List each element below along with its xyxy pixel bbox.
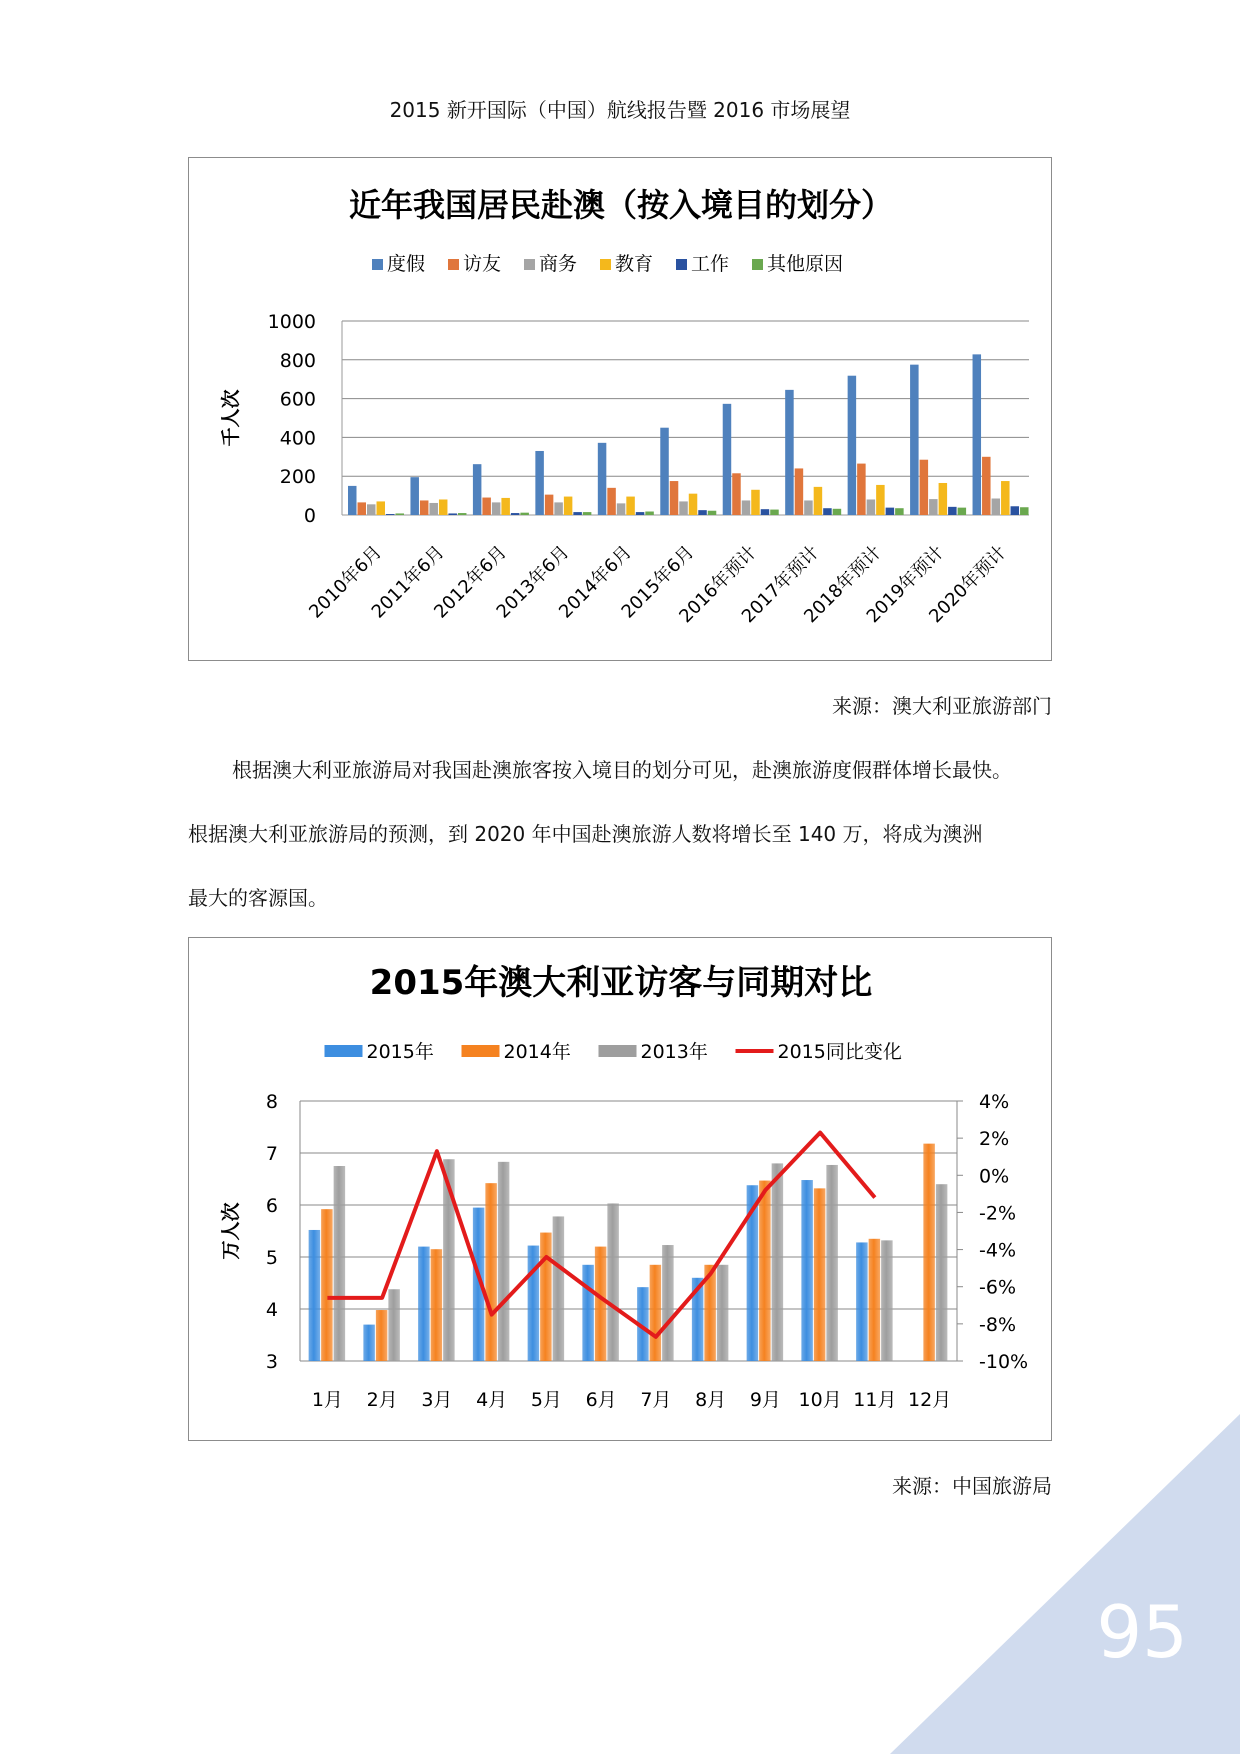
bar [923, 1144, 935, 1361]
y2-tick-label: 2% [979, 1128, 1010, 1151]
bar [717, 1265, 729, 1361]
bar [309, 1230, 321, 1361]
bar [458, 513, 467, 515]
y2-tick-label: 0% [979, 1165, 1010, 1188]
bar [708, 511, 717, 515]
bar [598, 443, 607, 515]
y-tick-label: 200 [279, 466, 316, 489]
page-header: 2015 新开国际（中国）航线报告暨 2016 市场展望 [389, 98, 851, 122]
bar [636, 512, 645, 515]
x-tick-label: 2011年6月 [367, 541, 449, 623]
y-tick-label: 3 [265, 1351, 278, 1373]
chart-visitor-comparison [188, 937, 1052, 1441]
bar [348, 486, 357, 515]
bar [929, 499, 938, 515]
bar [410, 477, 419, 515]
y-tick-label: 600 [279, 388, 316, 411]
x-tick-label: 1月 [311, 1389, 343, 1411]
y-tick-label: 6 [265, 1195, 278, 1217]
y-tick-label: 4 [265, 1299, 278, 1321]
bar [761, 509, 770, 515]
bar [660, 428, 669, 515]
bar [772, 1163, 784, 1361]
bar [607, 488, 616, 515]
legend-label: 2013年 [640, 1041, 708, 1063]
bar [582, 1265, 594, 1361]
bar [857, 464, 866, 515]
corner-decoration [890, 1414, 1240, 1754]
legend-label: 其他原因 [767, 253, 844, 275]
legend-label: 商务 [539, 253, 578, 275]
bar [386, 514, 395, 515]
x-tick-label: 6月 [585, 1389, 617, 1411]
bar [881, 1240, 893, 1361]
bar [429, 503, 438, 515]
bar [732, 473, 741, 515]
bar [431, 1249, 443, 1361]
legend-label: 2014年 [503, 1041, 571, 1063]
bar [867, 499, 876, 515]
bar [886, 508, 895, 515]
x-tick-label: 2012年6月 [430, 541, 511, 623]
paragraph-line-3: 最大的客源国。 [188, 886, 328, 910]
bar [511, 513, 519, 515]
bar [876, 485, 885, 515]
bar [689, 494, 698, 515]
legend-swatch [752, 259, 763, 270]
bar [334, 1166, 346, 1361]
bar [662, 1245, 674, 1361]
bar [448, 513, 457, 515]
bar [848, 376, 857, 515]
bar [388, 1289, 400, 1361]
x-tick-label: 9月 [749, 1389, 781, 1411]
x-tick-label: 3月 [421, 1389, 453, 1411]
x-tick-label: 2018年预计 [800, 541, 886, 628]
bar [545, 495, 554, 515]
x-tick-label: 12月 [908, 1389, 952, 1411]
bar [501, 498, 510, 515]
x-tick-label: 2017年预计 [737, 541, 824, 628]
y2-tick-label: -2% [979, 1202, 1016, 1225]
legend-label: 度假 [387, 253, 426, 275]
y-tick-label: 0 [303, 505, 316, 527]
bar [814, 487, 823, 515]
bar [396, 513, 405, 515]
legend-swatch [462, 1045, 500, 1057]
y2-tick-label: -8% [979, 1313, 1016, 1336]
chart-comparison-svg [189, 938, 1053, 1442]
bar [856, 1242, 868, 1361]
bar [670, 481, 679, 515]
source-note-1: 来源：澳大利亚旅游部门 [832, 694, 1052, 718]
bar [770, 510, 779, 515]
y2-tick-label: -4% [979, 1239, 1016, 1262]
x-tick-label: 2月 [366, 1389, 398, 1411]
bar [742, 500, 751, 515]
x-tick-label: 2014年6月 [555, 541, 636, 623]
y-tick-label: 400 [279, 427, 316, 450]
legend-swatch [448, 259, 459, 270]
legend-label: 访友 [463, 253, 502, 275]
bar [358, 502, 367, 515]
legend-swatch [600, 259, 611, 270]
bar [573, 512, 582, 515]
bar [992, 499, 1001, 515]
bar [420, 500, 429, 515]
x-tick-label: 2020年预计 [925, 541, 1011, 628]
bar [554, 502, 563, 515]
bar [698, 510, 707, 515]
bar [1001, 481, 1010, 515]
bar [482, 498, 491, 515]
bar [939, 483, 948, 515]
bar [936, 1184, 948, 1361]
bar [498, 1162, 510, 1361]
bar [418, 1247, 430, 1361]
bar [520, 513, 529, 515]
bar [679, 501, 688, 515]
bar [617, 503, 626, 515]
bar [564, 497, 573, 515]
y2-tick-label: -10% [979, 1351, 1029, 1373]
y2-tick-label: 4% [979, 1091, 1010, 1113]
bar [553, 1216, 565, 1361]
bar [958, 508, 967, 515]
x-tick-label: 2016年预计 [675, 541, 761, 628]
body-paragraph [188, 738, 1068, 930]
bar [804, 500, 813, 515]
legend-swatch [372, 259, 383, 270]
x-tick-label: 7月 [640, 1389, 672, 1411]
bar [869, 1239, 881, 1361]
legend-label: 教育 [615, 253, 654, 275]
chart-title: 近年我国居民赴澳（按入境目的划分） [348, 186, 894, 224]
bar [920, 460, 929, 515]
x-tick-label: 10月 [798, 1389, 842, 1411]
y-tick-label: 8 [265, 1091, 278, 1113]
bar [1011, 506, 1020, 515]
legend-label: 2015年 [366, 1041, 434, 1063]
bar [363, 1325, 375, 1361]
chart-title: 2015年澳大利亚访客与同期对比 [369, 963, 873, 1003]
page-number: 95 [1096, 1590, 1188, 1674]
bar [535, 451, 544, 515]
bar [492, 502, 501, 515]
source-note-2: 来源：中国旅游局 [892, 1474, 1052, 1498]
paragraph-line-2: 根据澳大利亚旅游局的预测，到 2020 年中国赴澳旅游人数将增长至 140 万，将成为澳洲 [188, 822, 983, 846]
y-tick-label: 7 [265, 1143, 278, 1165]
legend-swatch [524, 259, 535, 270]
y-tick-label: 5 [265, 1247, 278, 1269]
bar [795, 468, 804, 515]
bar [759, 1181, 771, 1361]
bar [645, 512, 654, 515]
chart-purpose-svg [189, 158, 1053, 662]
bar [973, 354, 982, 515]
bar [528, 1246, 540, 1361]
legend-swatch [599, 1045, 637, 1057]
bar [607, 1203, 619, 1361]
x-tick-label: 5月 [530, 1389, 562, 1411]
x-tick-label: 11月 [853, 1389, 897, 1411]
bar [982, 457, 991, 515]
bar [650, 1265, 662, 1361]
legend-label: 工作 [691, 253, 730, 275]
bar [540, 1233, 552, 1361]
x-tick-label: 2019年预计 [862, 541, 949, 628]
bar [377, 501, 386, 515]
y-tick-label: 1000 [267, 311, 316, 333]
x-tick-label: 2010年6月 [305, 541, 387, 623]
bar [895, 508, 904, 515]
bar [321, 1209, 333, 1361]
legend-swatch [676, 259, 687, 270]
bar [367, 504, 376, 515]
bar [376, 1310, 388, 1361]
paragraph-line-1: 根据澳大利亚旅游局对我国赴澳旅客按入境目的划分可见，赴澳旅游度假群体增长最快。 [232, 758, 1012, 782]
bar [626, 497, 635, 515]
x-tick-label: 4月 [476, 1389, 508, 1411]
bar [595, 1247, 607, 1361]
bar [751, 490, 760, 515]
legend-swatch [325, 1045, 363, 1057]
x-tick-label: 8月 [695, 1389, 727, 1411]
bar [833, 509, 842, 515]
bar [785, 390, 794, 515]
bar [948, 507, 957, 515]
bar [439, 499, 448, 515]
y2-tick-label: -6% [979, 1276, 1016, 1299]
y-tick-label: 800 [279, 349, 316, 372]
x-tick-label: 2015年6月 [617, 541, 699, 623]
bar [826, 1165, 838, 1361]
legend-label: 2015同比变化 [777, 1041, 902, 1063]
bar [801, 1180, 813, 1361]
chart-purpose-of-visit [188, 157, 1052, 661]
bar [473, 464, 482, 515]
x-tick-label: 2013年6月 [492, 541, 574, 623]
bar [910, 365, 919, 515]
bar [814, 1188, 826, 1361]
bar [823, 508, 832, 515]
bar [723, 404, 732, 515]
bar [583, 512, 592, 515]
bar [1020, 507, 1028, 515]
y-axis-label: 万人次 [220, 1202, 242, 1260]
bar [485, 1183, 497, 1361]
y-axis-label: 千人次 [220, 389, 242, 447]
